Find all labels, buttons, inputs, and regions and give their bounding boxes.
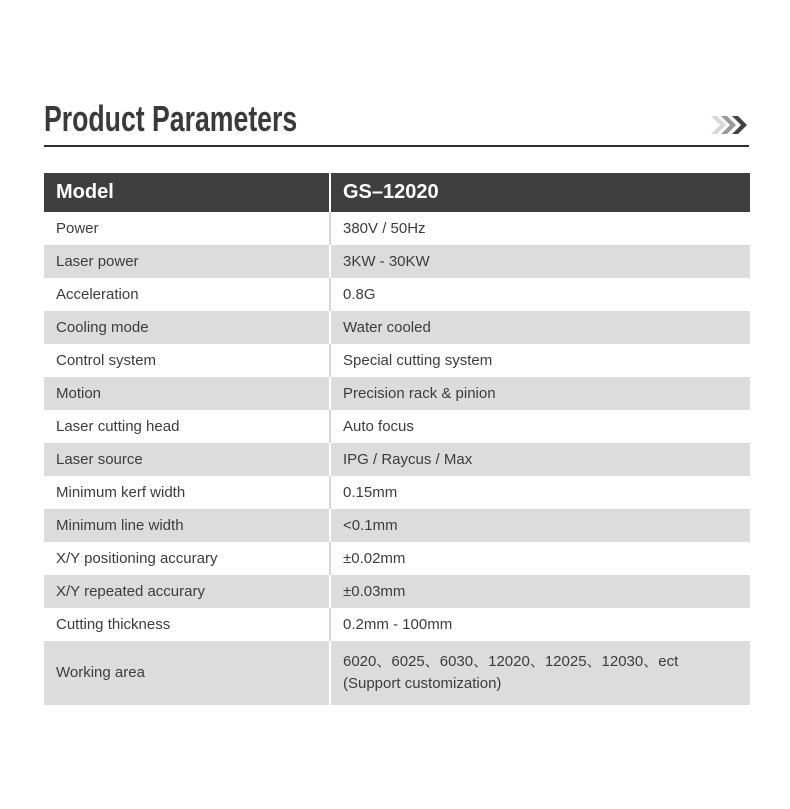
table-row (44, 245, 750, 278)
row-label: Working area (44, 641, 330, 705)
row-value: Precision rack & pinion (330, 377, 750, 410)
row-value: 3KW - 30KW (330, 245, 750, 278)
row-label: Minimum kerf width (44, 476, 330, 509)
row-label: Cooling mode (44, 311, 330, 344)
table-row (44, 311, 750, 344)
page-title: Product Parameters (44, 98, 298, 139)
table-row (44, 509, 750, 542)
row-label: X/Y repeated accurary (44, 575, 330, 608)
table-row (44, 377, 750, 410)
row-value: Water cooled (330, 311, 750, 344)
row-value: 0.2mm - 100mm (330, 608, 750, 641)
table-row (44, 344, 750, 377)
table-header-row (44, 173, 750, 212)
triple-chevron-right-icon (711, 114, 751, 136)
header-model-label: Model (44, 173, 330, 212)
row-label: X/Y positioning accurary (44, 542, 330, 575)
row-label: Acceleration (44, 278, 330, 311)
table-row (44, 608, 750, 641)
row-value: 0.15mm (330, 476, 750, 509)
row-value: 380V / 50Hz (330, 212, 750, 245)
header-model-value: GS–12020 (330, 173, 750, 212)
row-label: Laser power (44, 245, 330, 278)
row-value: Auto focus (330, 410, 750, 443)
row-value: IPG / Raycus / Max (330, 443, 750, 476)
row-value: <0.1mm (330, 509, 750, 542)
row-label: Laser cutting head (44, 410, 330, 443)
table-row (44, 278, 750, 311)
row-value: 0.8G (330, 278, 750, 311)
table-row (44, 443, 750, 476)
table-row (44, 542, 750, 575)
row-label: Motion (44, 377, 330, 410)
row-label: Laser source (44, 443, 330, 476)
product-parameters-table (44, 173, 750, 705)
title-divider (44, 145, 749, 147)
working-area-sizes: 6020、6025、6030、12020、12025、12030、ect (343, 653, 679, 670)
row-label: Control system (44, 344, 330, 377)
working-area-note: (Support customization) (343, 675, 502, 692)
table-row (44, 575, 750, 608)
row-label: Cutting thickness (44, 608, 330, 641)
row-value: ±0.02mm (330, 542, 750, 575)
row-value: ±0.03mm (330, 575, 750, 608)
row-label: Minimum line width (44, 509, 330, 542)
row-value: Special cutting system (330, 344, 750, 377)
table-row (44, 212, 750, 245)
table-row (44, 641, 750, 705)
row-value (330, 641, 750, 705)
table-row (44, 476, 750, 509)
row-label: Power (44, 212, 330, 245)
table-row (44, 410, 750, 443)
